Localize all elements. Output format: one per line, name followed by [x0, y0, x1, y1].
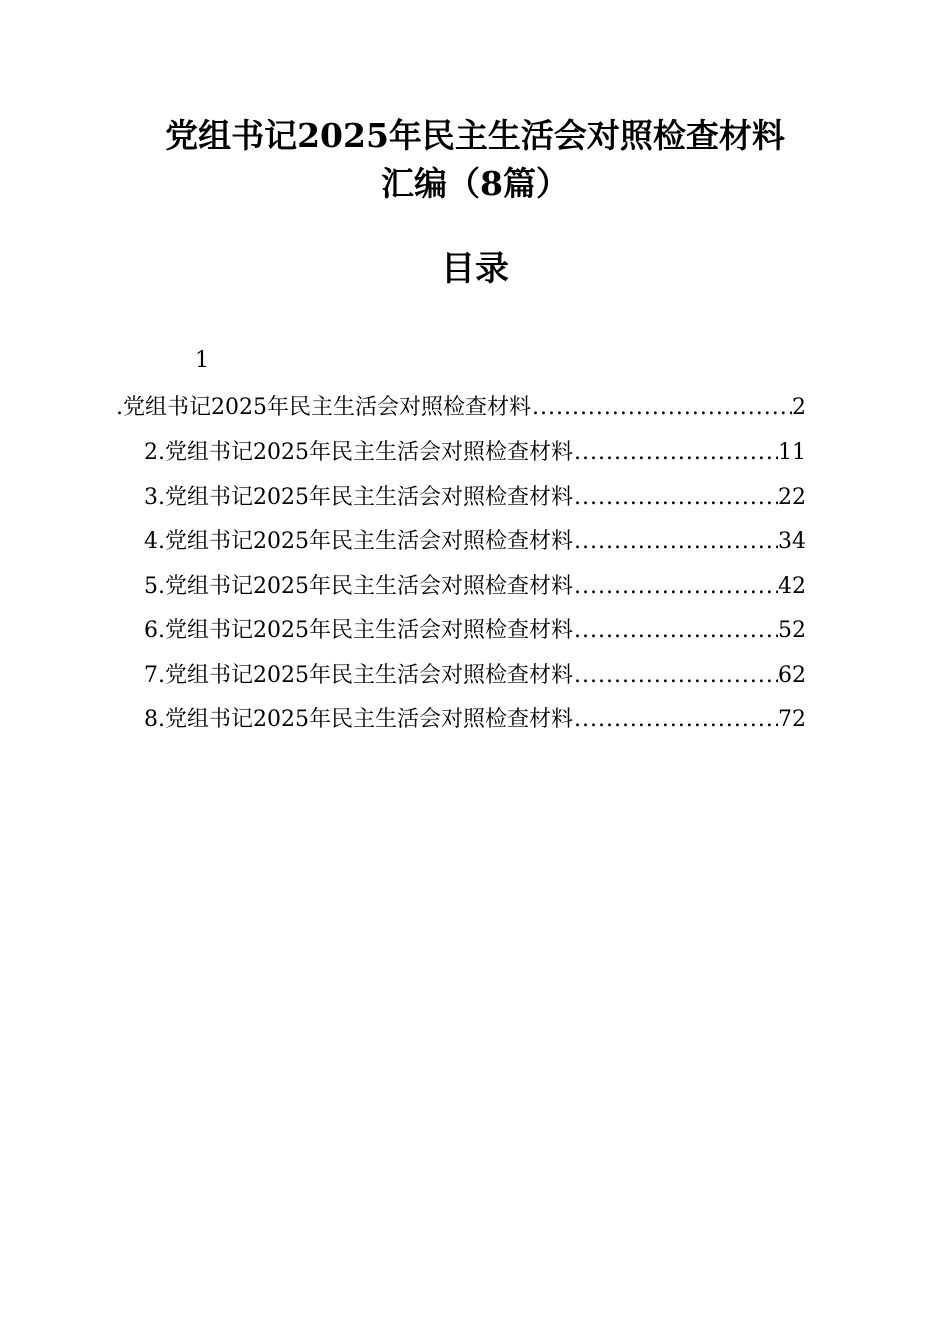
toc-leader-dots [573, 437, 778, 469]
toc-entry[interactable] [144, 437, 806, 469]
toc-leader-dots [531, 392, 792, 424]
toc-entry-page: 11 [778, 440, 806, 465]
toc-entry-label: 7.党组书记2025年民主生活会对照检查材料 [144, 663, 573, 688]
toc-leader-dots [573, 704, 778, 736]
title-line-1: 党组书记2025年民主生活会对照检查材料 [165, 116, 785, 155]
toc-entry-label: 4.党组书记2025年民主生活会对照检查材料 [144, 529, 573, 554]
toc-entry-label: 2.党组书记2025年民主生活会对照检查材料 [144, 440, 573, 465]
toc-entry-label: 8.党组书记2025年民主生活会对照检查材料 [144, 707, 573, 732]
toc-leader-dots [573, 615, 778, 647]
toc-leader-dots [573, 571, 778, 603]
toc-entry[interactable] [144, 704, 806, 736]
toc-entry-page: 52 [778, 618, 806, 643]
title-line-2: 汇编（8篇） [381, 164, 569, 203]
toc-entry[interactable] [144, 482, 806, 514]
document-title [0, 112, 950, 208]
toc-entry-page: 72 [778, 707, 806, 732]
toc-entry[interactable] [144, 660, 806, 692]
toc-leader-dots [573, 482, 778, 514]
toc-entry-label: .党组书记2025年民主生活会对照检查材料 [116, 395, 531, 420]
toc-entry-page: 34 [778, 529, 806, 554]
toc-entry-page: 62 [778, 663, 806, 688]
toc-heading: 目录 [441, 249, 509, 289]
toc-first-number: 1 [195, 348, 209, 373]
toc-entry[interactable] [144, 526, 806, 558]
toc-entry[interactable] [144, 615, 806, 647]
toc-entry[interactable] [144, 571, 806, 603]
toc-entry-label: 5.党组书记2025年民主生活会对照检查材料 [144, 574, 573, 599]
toc-entry-label: 3.党组书记2025年民主生活会对照检查材料 [144, 485, 573, 510]
toc-entry-page: 22 [778, 485, 806, 510]
toc-entry-label: 6.党组书记2025年民主生活会对照检查材料 [144, 618, 573, 643]
toc-entry[interactable] [116, 392, 806, 424]
toc-leader-dots [573, 660, 778, 692]
toc-entry-page: 42 [778, 574, 806, 599]
toc-leader-dots [573, 526, 778, 558]
toc-entry-page: 2 [792, 395, 806, 420]
